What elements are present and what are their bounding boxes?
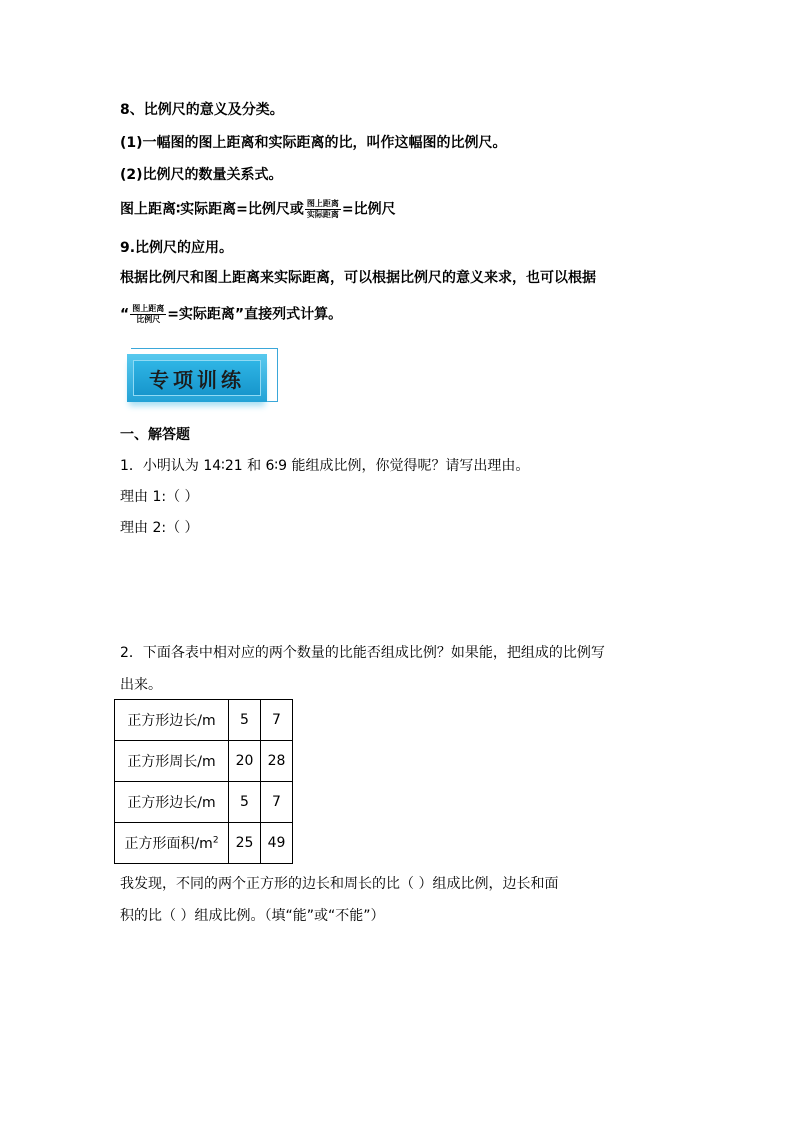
kp9-fraction [130,304,166,325]
kp9-denominator: 比例尺 [136,315,161,324]
kp8-item2: (2)比例尺的数量关系式。 [120,167,283,183]
formula-numerator: 图上距离 [306,199,339,208]
q1-text: 1．小明认为 14∶21 和 6∶9 能组成比例，你觉得呢？请写出理由。 [120,458,530,474]
table-cell-value: 5 [229,782,261,823]
q2-finding1: 我发现，不同的两个正方形的边长和周长的比（ ）组成比例，边长和面 [120,876,559,892]
table-cell-value: 5 [229,700,261,741]
table-cell-label: 正方形边长/m [115,782,229,823]
area-label: 正方形面积/m [124,836,213,852]
table-cell-value: 7 [261,700,293,741]
table-cell-value: 25 [229,823,261,864]
banner-text: 专项训练 [149,367,245,392]
comparison-table [114,699,293,864]
formula-denominator: 实际距离 [306,210,339,219]
table-cell-value: 49 [261,823,293,864]
kp9-numerator: 图上距离 [132,304,165,313]
q2-line2: 出来。 [120,677,162,693]
kp9-line2-rest: =实际距离”直接列式计算。 [167,306,343,323]
table-cell-label: 正方形周长/m [115,741,229,782]
table-row [115,782,293,823]
table-cell-value: 28 [261,741,293,782]
kp9-open-quote: “ [120,306,130,323]
table-cell-label [115,823,229,864]
table-cell-value: 20 [229,741,261,782]
q2-line1: 2．下面各表中相对应的两个数量的比能否组成比例？如果能，把组成的比例写 [120,645,605,661]
kp8-heading: 8、比例尺的意义及分类。 [120,102,284,118]
q2-finding2: 积的比（ ）组成比例。（填“能”或“不能”） [120,908,385,924]
section-title: 一、解答题 [120,427,190,443]
table-cell-value: 7 [261,782,293,823]
formula-left: 图上距离∶实际距离=比例尺或 [120,201,304,218]
formula-right: =比例尺 [341,201,396,218]
section-banner [127,348,279,410]
table-row [115,823,293,864]
kp9-line1: 根据比例尺和图上距离来实际距离，可以根据比例尺的意义来求，也可以根据 [120,270,596,286]
banner-inner [133,360,261,396]
kp8-item1: (1)一幅图的图上距离和实际距离的比，叫作这幅图的比例尺。 [120,135,507,151]
area-unit-superscript: 2 [212,835,219,846]
banner-box [127,354,267,402]
kp8-formula [120,199,396,220]
formula-fraction [305,199,341,220]
kp9-heading: 9.比例尺的应用。 [120,240,234,256]
q1-reason2: 理由 2:（ ） [120,520,199,536]
q1-reason1: 理由 1:（ ） [120,489,199,505]
table-row [115,700,293,741]
kp9-line2 [120,304,342,325]
table-row [115,741,293,782]
table-cell-label: 正方形边长/m [115,700,229,741]
